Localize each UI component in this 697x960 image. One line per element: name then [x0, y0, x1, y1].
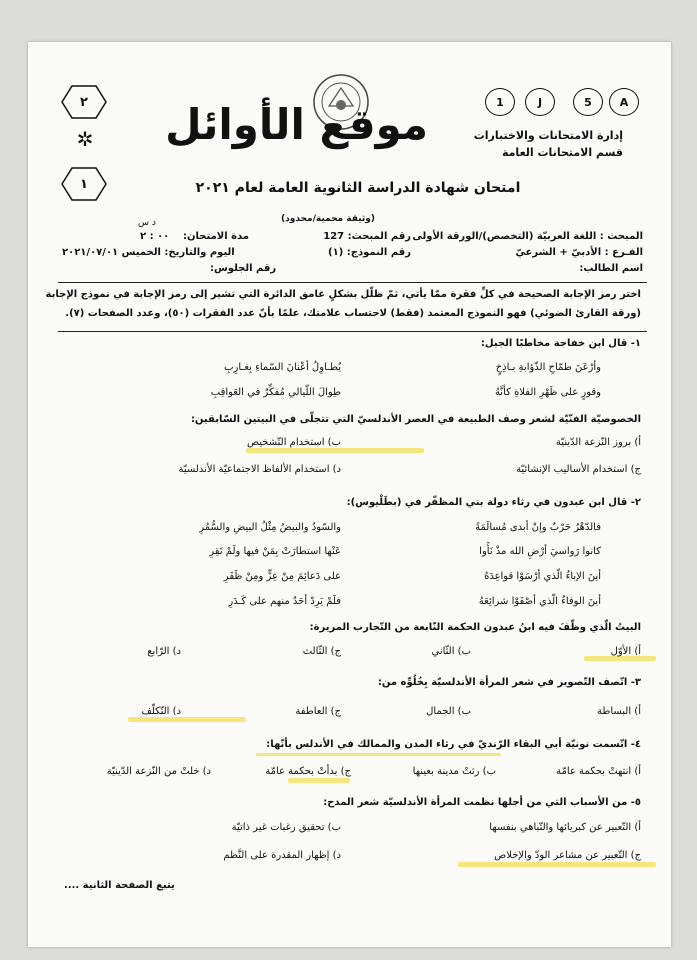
highlight-q1 [246, 448, 424, 453]
highlight-q3 [128, 717, 246, 722]
q2-verse-4-left: فلَمْ يَرِدْ أحَدٌ منهم على كَـدَرِ [228, 596, 341, 607]
branch-label: الفـرع : الأدبيّ + الشرعيّ [515, 247, 643, 258]
exam-sheet [28, 42, 671, 947]
q3-option-d[interactable]: د) التّكلّف [141, 706, 181, 717]
hexagon-bottom-number: ١ [80, 176, 88, 192]
code-box-a: A [609, 88, 639, 116]
q5-option-d[interactable]: د) إظهار المقدرة على النَّظم [223, 850, 341, 861]
hexagon-bottom [60, 166, 108, 202]
q1-option-c[interactable]: ج) استخدام الأساليب الإنشائيّة [516, 464, 641, 475]
q5-option-a[interactable]: أ) التّعبير عن كبريائها والتّباهي بنفسها [489, 822, 641, 833]
seat-number-label: رقم الجلوس: [210, 263, 277, 274]
q4-option-a[interactable]: أ) انتهتْ بحكمة عامّة [556, 766, 641, 777]
q2-verse-1-right: فالدّهْرُ حَرْبٌ وإنْ أبدى مُسالَمَةً [475, 522, 601, 533]
q2-option-c[interactable]: ج) الثّالث [302, 646, 341, 657]
q2-verse-4-right: أينَ الوفاءُ الّذي أصْفَوْا شرائِعَهُ [478, 596, 601, 607]
continue-note: يتبع الصفحة الثانية .... [64, 880, 175, 891]
q5-option-b[interactable]: ب) تحقيق رغبات غير ذاتيّة [231, 822, 341, 833]
subject-label: المبحث : اللغة العربيّة (التخصص)/الورقة الأولى [412, 231, 643, 242]
q1-stem: الخصوصيّة الفنّيّة لشعر وصف الطبيعة في العصر الأندلسيّ التي تتجلّى في البيتين السّابقين: [190, 414, 641, 425]
hexagon-top [60, 84, 108, 120]
q1-option-d[interactable]: د) استخدام الألفاظ الاجتماعيّة الأندلسيّة [178, 464, 341, 475]
q1-prompt: ١- قال ابن خفاجة مخاطبًا الجبل: [480, 338, 641, 349]
q2-option-d[interactable]: د) الرّابع [147, 646, 181, 657]
q1-verse-1-left: يُطـاوِلُ أعْنانَ السّماءِ بِغـارِبِ [224, 362, 341, 373]
model-number: رقم النموذج: (١) [328, 247, 411, 258]
duration-units: د س [138, 218, 156, 228]
q2-verse-2-right: كانوا رَواسيَ أرْضِ الله مذْ نَأَوا [479, 546, 601, 557]
q1-verse-2-left: طِوالَ اللّيالي مُفكِّرٌ في العَواقِبِ [210, 387, 341, 398]
q4-option-b[interactable]: ب) رثتْ مدينة بعينها [412, 766, 496, 777]
highlight-q4 [288, 778, 350, 783]
dept-line-1: إدارة الامتحانات والاختبارات [473, 129, 623, 142]
duration-label: مدة الامتحان: [183, 231, 249, 242]
q1-option-b[interactable]: ب) استخدام التّشخيص [246, 437, 341, 448]
exam-date: اليوم والتاريخ: الخميس ٢٠٢١/٠٧/٠١ [62, 247, 235, 258]
gear-icon: ✲ [76, 127, 94, 151]
divider-top [58, 282, 647, 283]
q2-prompt: ٢- قال ابن عبدون في رثاء دولة بني المظفّر في (بطَلْيوس): [346, 497, 641, 508]
q1-verse-1-right: وأرْعَنَ طمّاحِ الذّؤابةِ بـاذِخٍ [495, 362, 601, 373]
q2-stem: البيتُ الّذي وظّفَ فيه ابنُ عبدون الحكمة النّابعة من التّجارب المريرة: [309, 622, 641, 633]
instructions-line-2: (ورقة القارئ الضوئي) فهو النموذج المعتمد (فقط) لاحتساب علامتك، علمًا بأنّ عدد الفقرات (٥٠)، وعدد الصفحات (٧). [65, 308, 641, 319]
code-box-1: 1 [485, 88, 515, 116]
q5-option-c[interactable]: ج) التّعبير عن مشاعر الودّ والإخلاص [494, 850, 641, 861]
q3-option-a[interactable]: أ) البساطة [597, 706, 641, 717]
q1-option-a[interactable]: أ) بروز النّزعة الدّينيّة [555, 437, 641, 448]
divider-instructions [58, 331, 647, 332]
q2-option-a[interactable]: أ) الأوّل [610, 646, 641, 657]
q4-prompt: ٤- اتّسمت نونيّة أبي البقاء الرّنديّ في رثاء المدن والممالك في الأندلس بأنّها: [266, 739, 641, 750]
q4-option-d[interactable]: د) خلتْ من النّزعة الدّينيّة [106, 766, 211, 777]
q2-verse-3-right: أينَ الإباءُ الّذي أرْسَوْا قواعِدَهُ [484, 571, 601, 582]
underline-q4 [256, 753, 501, 756]
highlight-q5 [458, 862, 656, 867]
q1-verse-2-right: وقورٍ على ظَهْرِ الفلاةِ كأنَّهُ [494, 387, 601, 398]
student-name-label: اسم الطالب: [579, 263, 643, 274]
doc-status: (وثيقة محمية/محدود) [281, 214, 375, 224]
hexagon-top-number: ٢ [80, 94, 88, 110]
q5-prompt: ٥- من الأسباب التي من أجلها نظمت المرأة الأندلسيّة شعر المدح: [323, 797, 641, 808]
code-box-j: J [525, 88, 555, 116]
code-box-5: 5 [573, 88, 603, 116]
q2-option-b[interactable]: ب) الثّاني [431, 646, 471, 657]
exam-title: امتحان شهادة الدراسة الثانوية العامة لعام ٢٠٢١ [195, 180, 521, 196]
q2-verse-2-left: عَنْها استطارَتْ بِمَنْ فيها ولَمْ تَقِرِ [209, 546, 341, 557]
q3-option-b[interactable]: ب) الجمال [426, 706, 471, 717]
q2-verse-1-left: والسّودُ والبيضُ مِثْلُ البيضِ والسُّمُرِ [199, 522, 341, 533]
q2-verse-3-left: على دَعائِمَ مِنْ عِزٍّ ومِنْ ظَفَرِ [223, 571, 341, 582]
q3-prompt: ٣- اتّصف التّصوير في شعر المرأة الأندلسيّة بِخُلُوِّه من: [377, 677, 641, 688]
q3-option-c[interactable]: ج) العاطفة [295, 706, 341, 717]
site-logo: موقع الأوائل [165, 100, 428, 149]
duration-value: ٠٠ : ٢ [140, 231, 170, 242]
dept-line-2: قسم الامتحانات العامة [501, 146, 623, 159]
q4-option-c[interactable]: ج) بدأتْ بحكمة عامّة [265, 766, 351, 777]
instructions-line-1: اختر رمز الإجابة الصحيحة في كلِّ فقرة ممّا يأتي، ثمّ ظلّل بشكلٍ غامق الدائرة التي تشير إلى رمز الإجابة في نموذج الإجابة [45, 289, 641, 300]
subject-number: رقم المبحث: 127 [323, 231, 411, 242]
